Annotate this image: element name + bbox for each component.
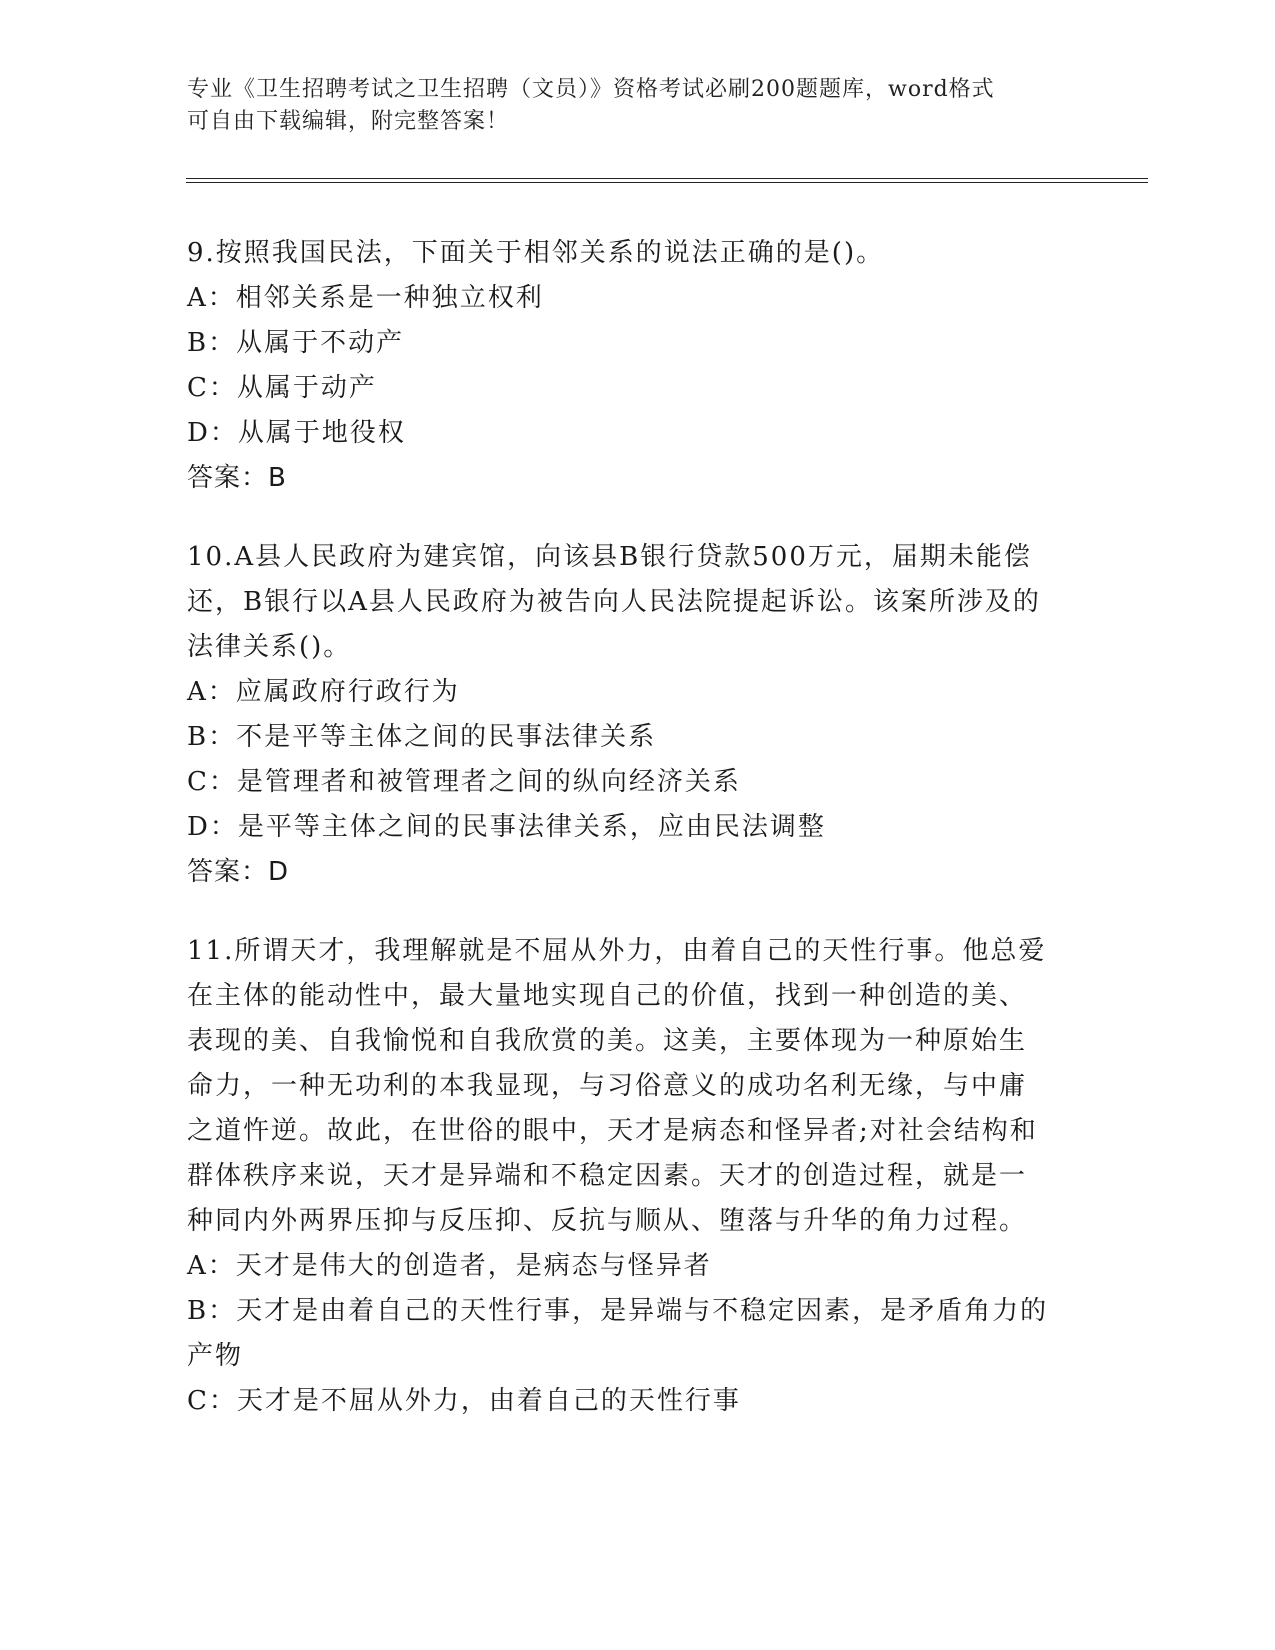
option-d: D：是平等主体之间的民事法律关系，应由民法调整 [187,812,826,842]
option-a: A：天才是伟大的创造者，是病态与怪异者 [187,1251,712,1281]
option-b: B：不是平等主体之间的民事法律关系 [187,722,657,752]
option-b: B：从属于不动产 [187,328,405,358]
option-a: A：相邻关系是一种独立权利 [187,283,544,313]
question-9 [187,231,1087,501]
question-stem-line: 10.A县人民政府为建宾馆，向该县B银行贷款500万元，届期未能偿 [187,542,1032,572]
question-stem-line: 表现的美、自我愉悦和自我欣赏的美。这美，主要体现为一种原始生 [187,1026,1028,1056]
question-stem-line: 在主体的能动性中，最大量地实现自己的价值，找到一种创造的美、 [187,981,1028,1011]
question-stem-line: 群体秩序来说，天才是异端和不稳定因素。天才的创造过程，就是一 [187,1161,1028,1191]
question-list [187,231,1087,1458]
option-b-continued: 产物 [187,1341,244,1371]
option-c: C：是管理者和被管理者之间的纵向经济关系 [187,767,741,797]
question-stem-line: 种同内外两界压抑与反压抑、反抗与顺从、堕落与升华的角力过程。 [187,1206,1028,1236]
question-stem-line: 9.按照我国民法，下面关于相邻关系的说法正确的是()。 [187,238,885,268]
option-c: C：从属于动产 [187,373,377,403]
header-line-1: 专业《卫生招聘考试之卫生招聘（文员）》资格考试必刷200题题库，word格式 [187,77,995,102]
question-11 [187,929,1087,1424]
question-10 [187,535,1087,895]
header-rule-bottom [186,182,1148,183]
question-stem-line: 之道忤逆。故此，在世俗的眼中，天才是病态和怪异者;对社会结构和 [187,1116,1038,1146]
question-stem-line: 法律关系()。 [187,632,352,662]
question-stem-line: 还，B银行以A县人民政府为被告向人民法院提起诉讼。该案所涉及的 [187,587,1041,617]
option-c: C：天才是不屈从外力，由着自己的天性行事 [187,1386,741,1416]
document-header [187,74,1067,138]
header-line-2: 可自由下载编辑，附完整答案！ [187,109,510,134]
question-stem-line: 11.所谓天才，我理解就是不屈从外力，由着自己的天性行事。他总爱 [187,936,1047,966]
option-b: B：天才是由着自己的天性行事，是异端与不稳定因素，是矛盾角力的 [187,1296,1049,1326]
option-d: D：从属于地役权 [187,418,406,448]
option-a: A：应属政府行政行为 [187,677,460,707]
question-stem-line: 命力，一种无功利的本我显现，与习俗意义的成功名利无缘，与中庸 [187,1071,1028,1101]
answer-key: 答案：D [187,857,290,887]
answer-key: 答案：B [187,463,287,493]
header-rule-top [186,178,1148,179]
